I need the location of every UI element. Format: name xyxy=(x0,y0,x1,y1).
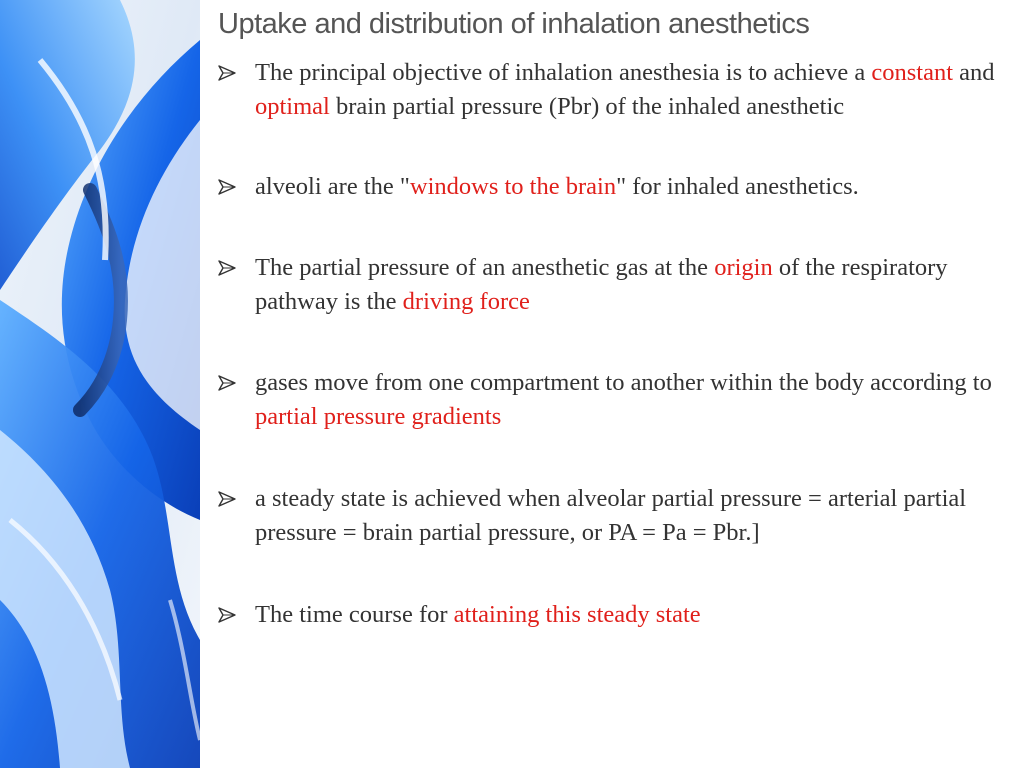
bullet-text xyxy=(255,369,992,430)
text-segment: alveoli are the " xyxy=(255,173,410,200)
text-segment: brain partial pressure (Pbr) of the inhaled anesthetic xyxy=(329,93,845,120)
text-segment: The principal objective of inhalation anesthesia is to achieve a xyxy=(255,59,872,86)
text-segment: The partial pressure of an anesthetic gas at the xyxy=(255,254,715,281)
highlight-term: optimal xyxy=(255,93,330,120)
bullet-text xyxy=(255,173,859,200)
arrow-bullet-icon xyxy=(218,260,236,276)
arrow-bullet-icon xyxy=(218,375,236,391)
text-segment: gases move from one compartment to another within the body according to xyxy=(255,369,992,396)
bullet-text xyxy=(255,601,701,628)
decorative-blue-swirl-graphic xyxy=(0,0,200,768)
text-segment: of the respiratory pathway is the xyxy=(255,254,948,315)
highlight-term: partial pressure gradients xyxy=(255,403,502,430)
bullet-item xyxy=(218,56,1008,124)
highlight-term: driving force xyxy=(402,288,530,315)
arrow-bullet-icon xyxy=(218,607,236,623)
bullet-text xyxy=(255,254,948,315)
bullet-item xyxy=(218,170,1008,204)
bullet-item xyxy=(218,366,1008,434)
highlight-term: origin xyxy=(714,254,773,281)
text-segment: The time course for xyxy=(255,601,454,628)
bullet-item xyxy=(218,598,1008,632)
bullet-text xyxy=(255,485,966,546)
arrow-bullet-icon xyxy=(218,491,236,507)
arrow-bullet-icon xyxy=(218,179,236,195)
text-segment: and xyxy=(953,59,995,86)
bullet-item xyxy=(218,482,1008,550)
bullet-list xyxy=(218,56,1008,632)
highlight-term: constant xyxy=(871,59,954,86)
arrow-bullet-icon xyxy=(218,65,236,81)
highlight-term: windows to the brain xyxy=(409,173,617,200)
text-segment: a steady state is achieved when alveolar partial pressure = arterial partial pressure = brain partial pressure, or PA = Pa = Pbr.] xyxy=(255,485,967,546)
bullet-item xyxy=(218,251,1008,319)
slide-title: Uptake and distribution of inhalation anesthetics xyxy=(218,8,810,40)
highlight-term: attaining this steady state xyxy=(453,601,701,628)
bullet-text xyxy=(255,59,995,120)
text-segment: " for inhaled anesthetics. xyxy=(616,173,859,200)
